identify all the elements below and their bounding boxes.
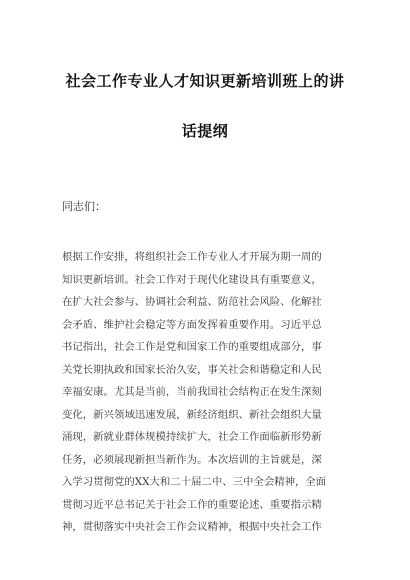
body-line: 任务，必须展现新担当新作为。本次培训的主旨就是，深: [62, 453, 322, 466]
body-line: 涌现，新就业群体规模持续扩大，社会工作面临新形势新: [62, 431, 322, 443]
body-line: 根据工作安排，将组织社会工作专业人才开展为期一周的: [62, 251, 322, 263]
body-line: 变化，新兴领域迅速发展，新经济组织、新社会组织大量: [62, 408, 322, 421]
document-title-line-1: 社会工作专业人才知识更新培训班上的讲: [65, 72, 345, 90]
body-line: 关党长期执政和国家长治久安，事关社会和谐稳定和人民: [62, 363, 322, 376]
document-title-line-2: 话提纲: [181, 122, 229, 140]
body-line: 在扩大社会参与、协调社会利益、防范社会风险、化解社: [62, 296, 322, 308]
body-line: 会矛盾、维护社会稳定等方面发挥着重要作用。习近平总: [62, 318, 322, 331]
body-line: 贯彻习近平总书记关于社会工作的重要论述、重要指示精: [62, 498, 322, 511]
body-line: 书记指出，社会工作是党和国家工作的重要组成部分，事: [62, 341, 322, 353]
body-line: 神，贯彻落实中央社会工作会议精神，根据中央社会工作: [62, 521, 322, 533]
body-line: 入学习贯彻党的XX大和二十届二中、三中全会精神，全面: [62, 476, 327, 488]
body-line: 幸福安康。尤其是当前，当前我国社会结构正在发生深刻: [62, 386, 322, 398]
body-line: 知识更新培训。社会工作对于现代化建设具有重要意义，: [62, 273, 322, 286]
body-text: [62, 246, 352, 539]
salutation: 同志们：: [62, 200, 106, 213]
